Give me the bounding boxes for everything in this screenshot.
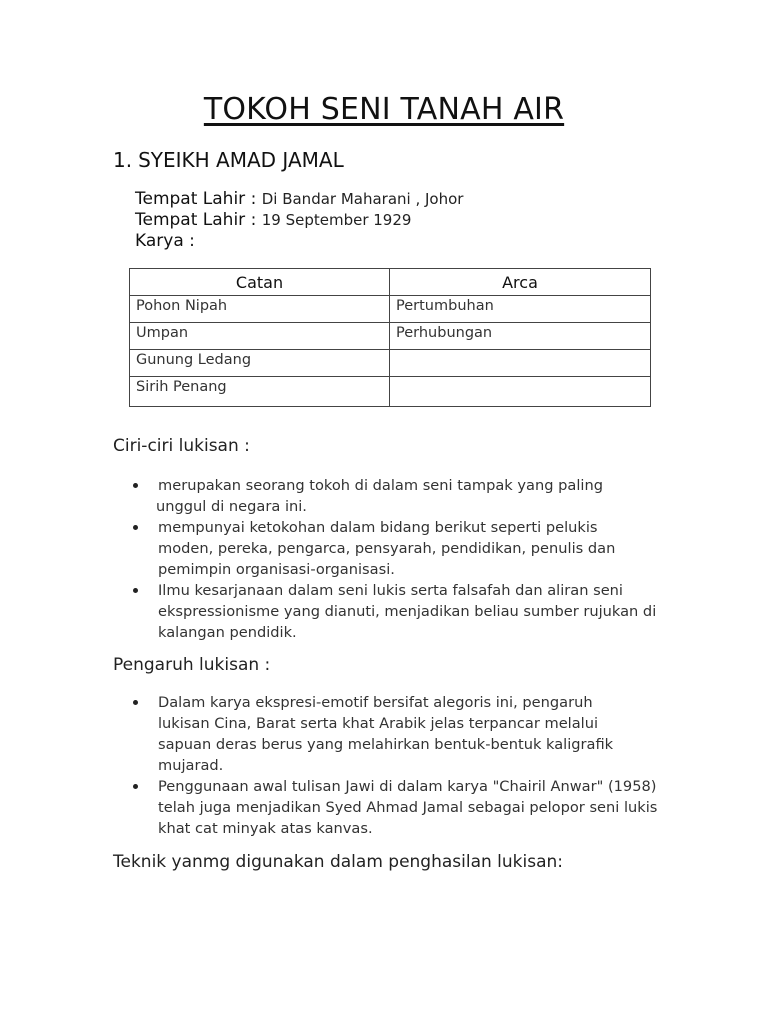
- works-table: [129, 268, 651, 407]
- table-cell: Sirih Penang: [130, 377, 390, 407]
- info-row-birthplace: [135, 188, 463, 209]
- column-header: Arca: [390, 269, 651, 296]
- column-header: Catan: [130, 269, 390, 296]
- section-heading-artist: [113, 148, 344, 172]
- info-sep: :: [183, 231, 195, 251]
- heading-text: SYEIKH AMAD JAMAL: [138, 148, 344, 172]
- info-value: Di Bandar Maharani , Johor: [261, 190, 464, 208]
- info-value: 19 September 1929: [261, 211, 412, 229]
- list-item: [133, 776, 663, 839]
- heading-number: 1.: [113, 148, 133, 172]
- table-row: [130, 323, 651, 350]
- list-item-text: Ilmu kesarjanaan dalam seni lukis serta falsafah dan aliran seni ekspressionisme yang dianuti, menjadikan beliau sumber rujukan di kalangan pendidik.: [158, 582, 657, 641]
- list-item: [133, 517, 638, 580]
- section-heading-pengaruh: Pengaruh lukisan :: [113, 655, 271, 675]
- list-item-text: merupakan seorang tokoh di dalam seni tampak yang paling: [158, 477, 603, 494]
- info-sep: :: [245, 189, 262, 209]
- table-cell: Perhubungan: [390, 323, 651, 350]
- bullet-icon: [133, 525, 138, 530]
- list-item: [133, 580, 663, 643]
- bullet-icon: [133, 700, 138, 705]
- info-sep: :: [245, 210, 262, 230]
- page-title: TOKOH SENI TANAH AIR: [203, 92, 565, 127]
- table-cell: [390, 377, 651, 407]
- section-heading-ciri: Ciri-ciri lukisan :: [113, 436, 250, 456]
- info-key: Tempat Lahir: [135, 189, 246, 209]
- section-heading-teknik: Teknik yanmg digunakan dalam penghasilan lukisan:: [113, 852, 564, 872]
- info-row-works: [135, 230, 463, 251]
- info-row-birthdate: [135, 209, 463, 230]
- table-row: [130, 296, 651, 323]
- bullet-icon: [133, 588, 138, 593]
- bullet-icon: [133, 483, 138, 488]
- list-item-text: Penggunaan awal tulisan Jawi di dalam karya "Chairil Anwar" (1958) telah juga menjadikan Syed Ahmad Jamal sebagai pelopor seni lukis khat cat minyak atas kanvas.: [158, 778, 658, 837]
- info-key: Tempat Lahir: [135, 210, 246, 230]
- table-cell: Umpan: [130, 323, 390, 350]
- bullet-icon: [133, 784, 138, 789]
- list-item-text: mempunyai ketokohan dalam bidang berikut seperti pelukis moden, pereka, pengarca, pensyarah, pendidikan, penulis dan pemimpin organisasi-organisasi.: [158, 519, 616, 578]
- info-key: Karya: [135, 231, 184, 251]
- list-item-text: Dalam karya ekspresi-emotif bersifat alegoris ini, pengaruh lukisan Cina, Barat serta khat Arabik jelas terpancar melalui sapuan deras berus yang melahirkan bentuk-bentuk kaligrafik mujarad.: [158, 694, 614, 774]
- table-cell: Pohon Nipah: [130, 296, 390, 323]
- ciri-list: [133, 475, 663, 643]
- table-header-row: [130, 269, 651, 296]
- table-cell: Gunung Ledang: [130, 350, 390, 377]
- table-cell: Pertumbuhan: [390, 296, 651, 323]
- table-row: [130, 350, 651, 377]
- list-item: [133, 692, 633, 776]
- list-item: [133, 475, 663, 517]
- pengaruh-list: [133, 692, 663, 839]
- table-cell: [390, 350, 651, 377]
- list-item-text: unggul di negara ini.: [156, 498, 307, 515]
- table-row: [130, 377, 651, 407]
- artist-info: [135, 188, 463, 251]
